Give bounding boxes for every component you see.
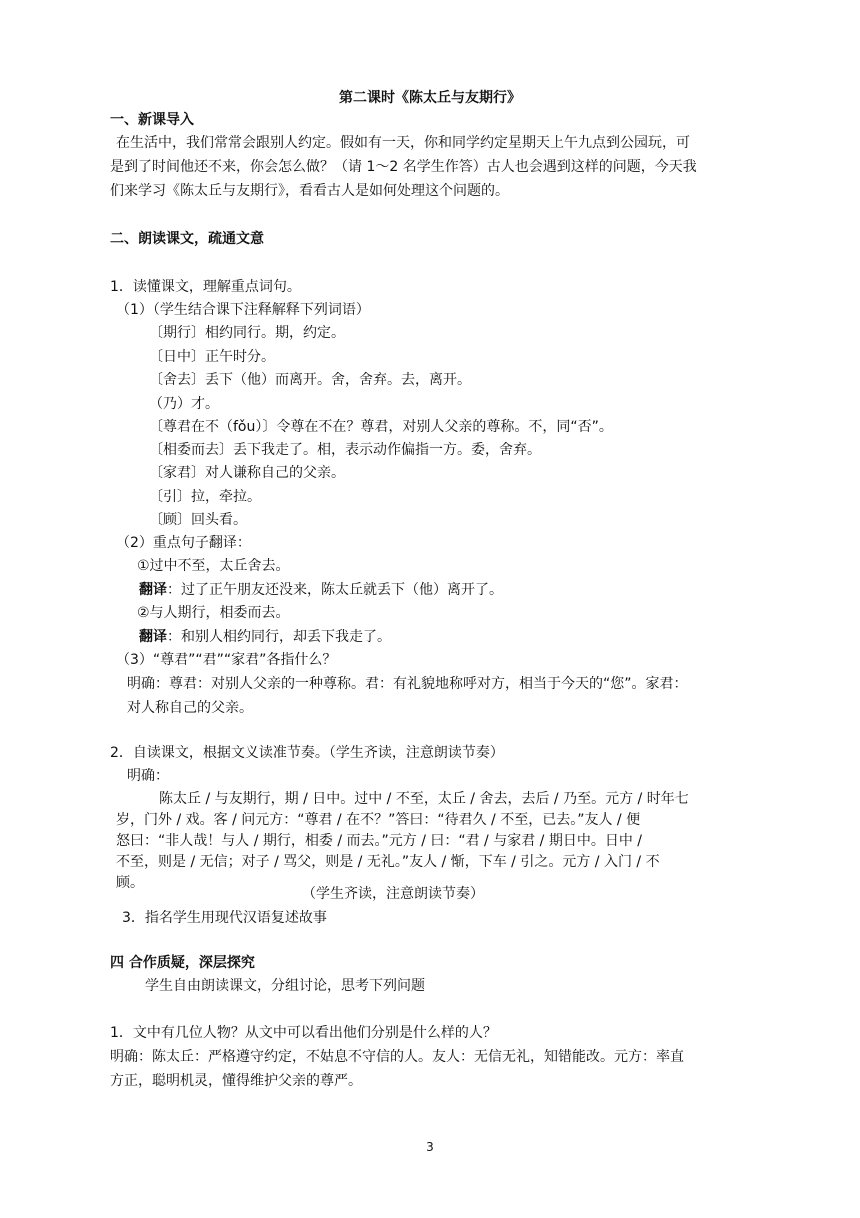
translation [139,627,391,647]
translation-label: 翻译 [139,629,167,645]
word-gloss: 〔期行〕相约同行。期，约定。 [149,325,345,341]
word-gloss: 〔尊君在不（fǒu）〕令尊在不在？尊君，对别人父亲的尊称。不，同“否”。 [149,419,613,435]
key-sentence: ②与人期行，相委而去。 [137,605,290,621]
translation [139,580,503,600]
answer-line: 明确：陈太丘：严格遵守约定，不姑息不守信的人。友人：无信无礼，知错能改。元方：率直 [110,1049,684,1065]
item-2: 2．自读课文，根据文义读准节奏。（学生齐读，注意朗读节奏） [110,745,504,761]
word-gloss: 〔相委而去〕丢下我走了。相，表示动作偏指一方。委，舍弃。 [149,442,541,458]
question-1: 1．文中有几位人物？从文中可以看出他们分别是什么样的人？ [110,1025,497,1041]
item-1: 1．读懂课文，理解重点词句。 [110,279,301,295]
word-gloss: （乃）才。 [149,396,219,412]
clarify-label: 明确： [127,768,169,784]
page-number: 3 [426,1140,434,1154]
answer-line: 方正，聪明机灵，懂得维护父亲的尊严。 [110,1073,362,1089]
word-gloss: 〔顾〕回头看。 [149,512,247,528]
rhythm-line: 怒曰：“非人哉！与人 / 期行，相委 / 而去。”元方 / 曰：“君 / 与家君 / 期日中。日中 / [116,833,643,849]
section-1-heading: 一、新课导入 [110,112,194,128]
word-gloss: 〔舍去〕丢下（他）而离开。舍，舍弃。去，离开。 [149,372,471,388]
intro-paragraph-line: 在生活中，我们常常会跟别人约定。假如有一天，你和同学约定星期天上午九点到公园玩，可 [116,135,690,151]
item-3: 3．指名学生用现代汉语复述故事 [122,910,327,926]
intro-paragraph-line: 是到了时间他还不来，你会怎么做？（请 1～2 名学生作答）古人也会遇到这样的问题，今天我 [110,159,697,175]
subitem-2: （2）重点句子翻译： [116,535,251,551]
word-gloss: 〔日中〕正午时分。 [149,349,275,365]
rhythm-line: 顾。 [116,875,144,891]
reading-note: （学生齐读，注意朗读节奏） [302,886,484,902]
answer-line: 对人称自己的父亲。 [127,700,253,716]
word-gloss: 〔家君〕对人谦称自己的父亲。 [149,465,345,481]
answer-line: 明确：尊君：对别人父亲的一种尊称。君：有礼貌地称呼对方，相当于今天的“您”。家君： [127,676,688,692]
translation-text: ：过了正午朋友还没来，陈太丘就丢下（他）离开了。 [167,582,503,598]
subitem-3: （3）“尊君”“君”“家君”各指什么？ [116,652,337,668]
section-2-heading: 二、朗读课文，疏通文意 [110,231,264,247]
translation-text: ：和别人相约同行，却丢下我走了。 [167,629,391,645]
rhythm-line: 不至，则是 / 无信；对子 / 骂父，则是 / 无礼。”友人 / 惭，下车 / 引之。元方 / 入门 / 不 [116,854,660,870]
key-sentence: ①过中不至，太丘舍去。 [137,558,290,574]
rhythm-line: 岁，门外 / 戏。客 / 问元方：“尊君 / 在不？”答曰：“待君久 / 不至，已去。”友人 / 便 [116,812,641,828]
word-gloss: 〔引〕拉，牵拉。 [149,489,261,505]
intro-paragraph-line: 们来学习《陈太丘与友期行》，看看古人是如何处理这个问题的。 [110,183,509,199]
translation-label: 翻译 [139,582,167,598]
page-title: 第二课时《陈太丘与友期行》 [339,90,521,106]
rhythm-line: 陈太丘 / 与友期行，期 / 日中。过中 / 不至，太丘 / 舍去，去后 / 乃至。元方 / 时年七 [159,791,689,807]
section-4-intro: 学生自由朗读课文，分组讨论，思考下列问题 [145,978,425,994]
section-4-heading: 四 合作质疑，深层探究 [110,955,255,971]
subitem-1: （1）（学生结合课下注释解释下列词语） [116,302,370,318]
